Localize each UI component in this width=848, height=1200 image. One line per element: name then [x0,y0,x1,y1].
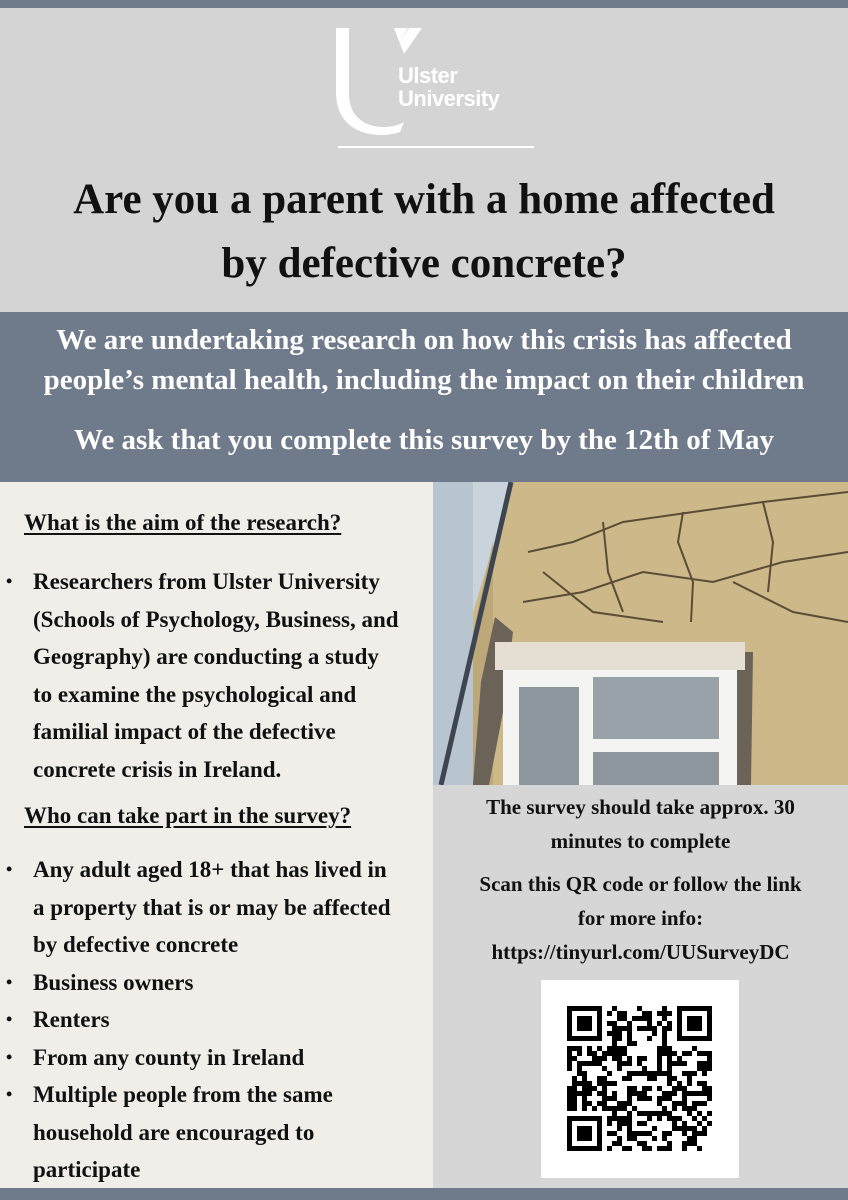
list-item: • Any adult aged 18+ that has lived in a property that is or may be affected by defective concrete [0,851,403,964]
logo-wordmark [398,64,499,110]
logo-line-1: Ulster [398,63,458,88]
page-headline [0,168,848,296]
scan-line-1: Scan this QR code or follow the link [479,872,802,896]
survey-link[interactable]: https://tinyurl.com/UUSurveyDC [491,940,790,964]
research-band [0,312,848,482]
duration-line-2: minutes to complete [550,829,731,853]
aim-heading: What is the aim of the research? [24,510,342,535]
list-item: • Researchers from Ulster University (Schools of Psychology, Business, and Geography) are conducting a study to examine the psychological and familial impact of the defective concrete crisis in Ireland. [0,563,403,788]
scan-line-2: for more info: [577,906,704,930]
eligibility-list [0,851,403,1189]
eligibility-heading: Who can take part in the survey? [24,803,352,828]
list-item: • Business owners [0,964,403,1002]
list-item: • Multiple people from the same household are encouraged to participate [0,1076,403,1189]
headline-line-2: by defective concrete? [221,240,627,287]
logo-line-2: University [398,86,500,111]
qr-code-card [541,980,739,1178]
list-item: • Renters [0,1001,403,1039]
list-item: • From any county in Ireland [0,1039,403,1077]
cracked-wall-photo [433,482,848,785]
qr-code[interactable] [541,980,739,1178]
bottom-border [0,1188,848,1200]
band-line-1: We are undertaking research on how this crisis has affected [56,324,792,356]
band-line-2: people’s mental health, including the impact on their children [43,364,805,396]
headline-line-1: Are you a parent with a home affected [73,176,775,223]
top-border [0,0,848,8]
duration-line-1: The survey should take approx. 30 [486,795,795,819]
logo-divider [338,146,534,148]
aim-list [0,563,403,788]
deadline-text: We ask that you complete this survey by the 12th of May [73,424,774,456]
